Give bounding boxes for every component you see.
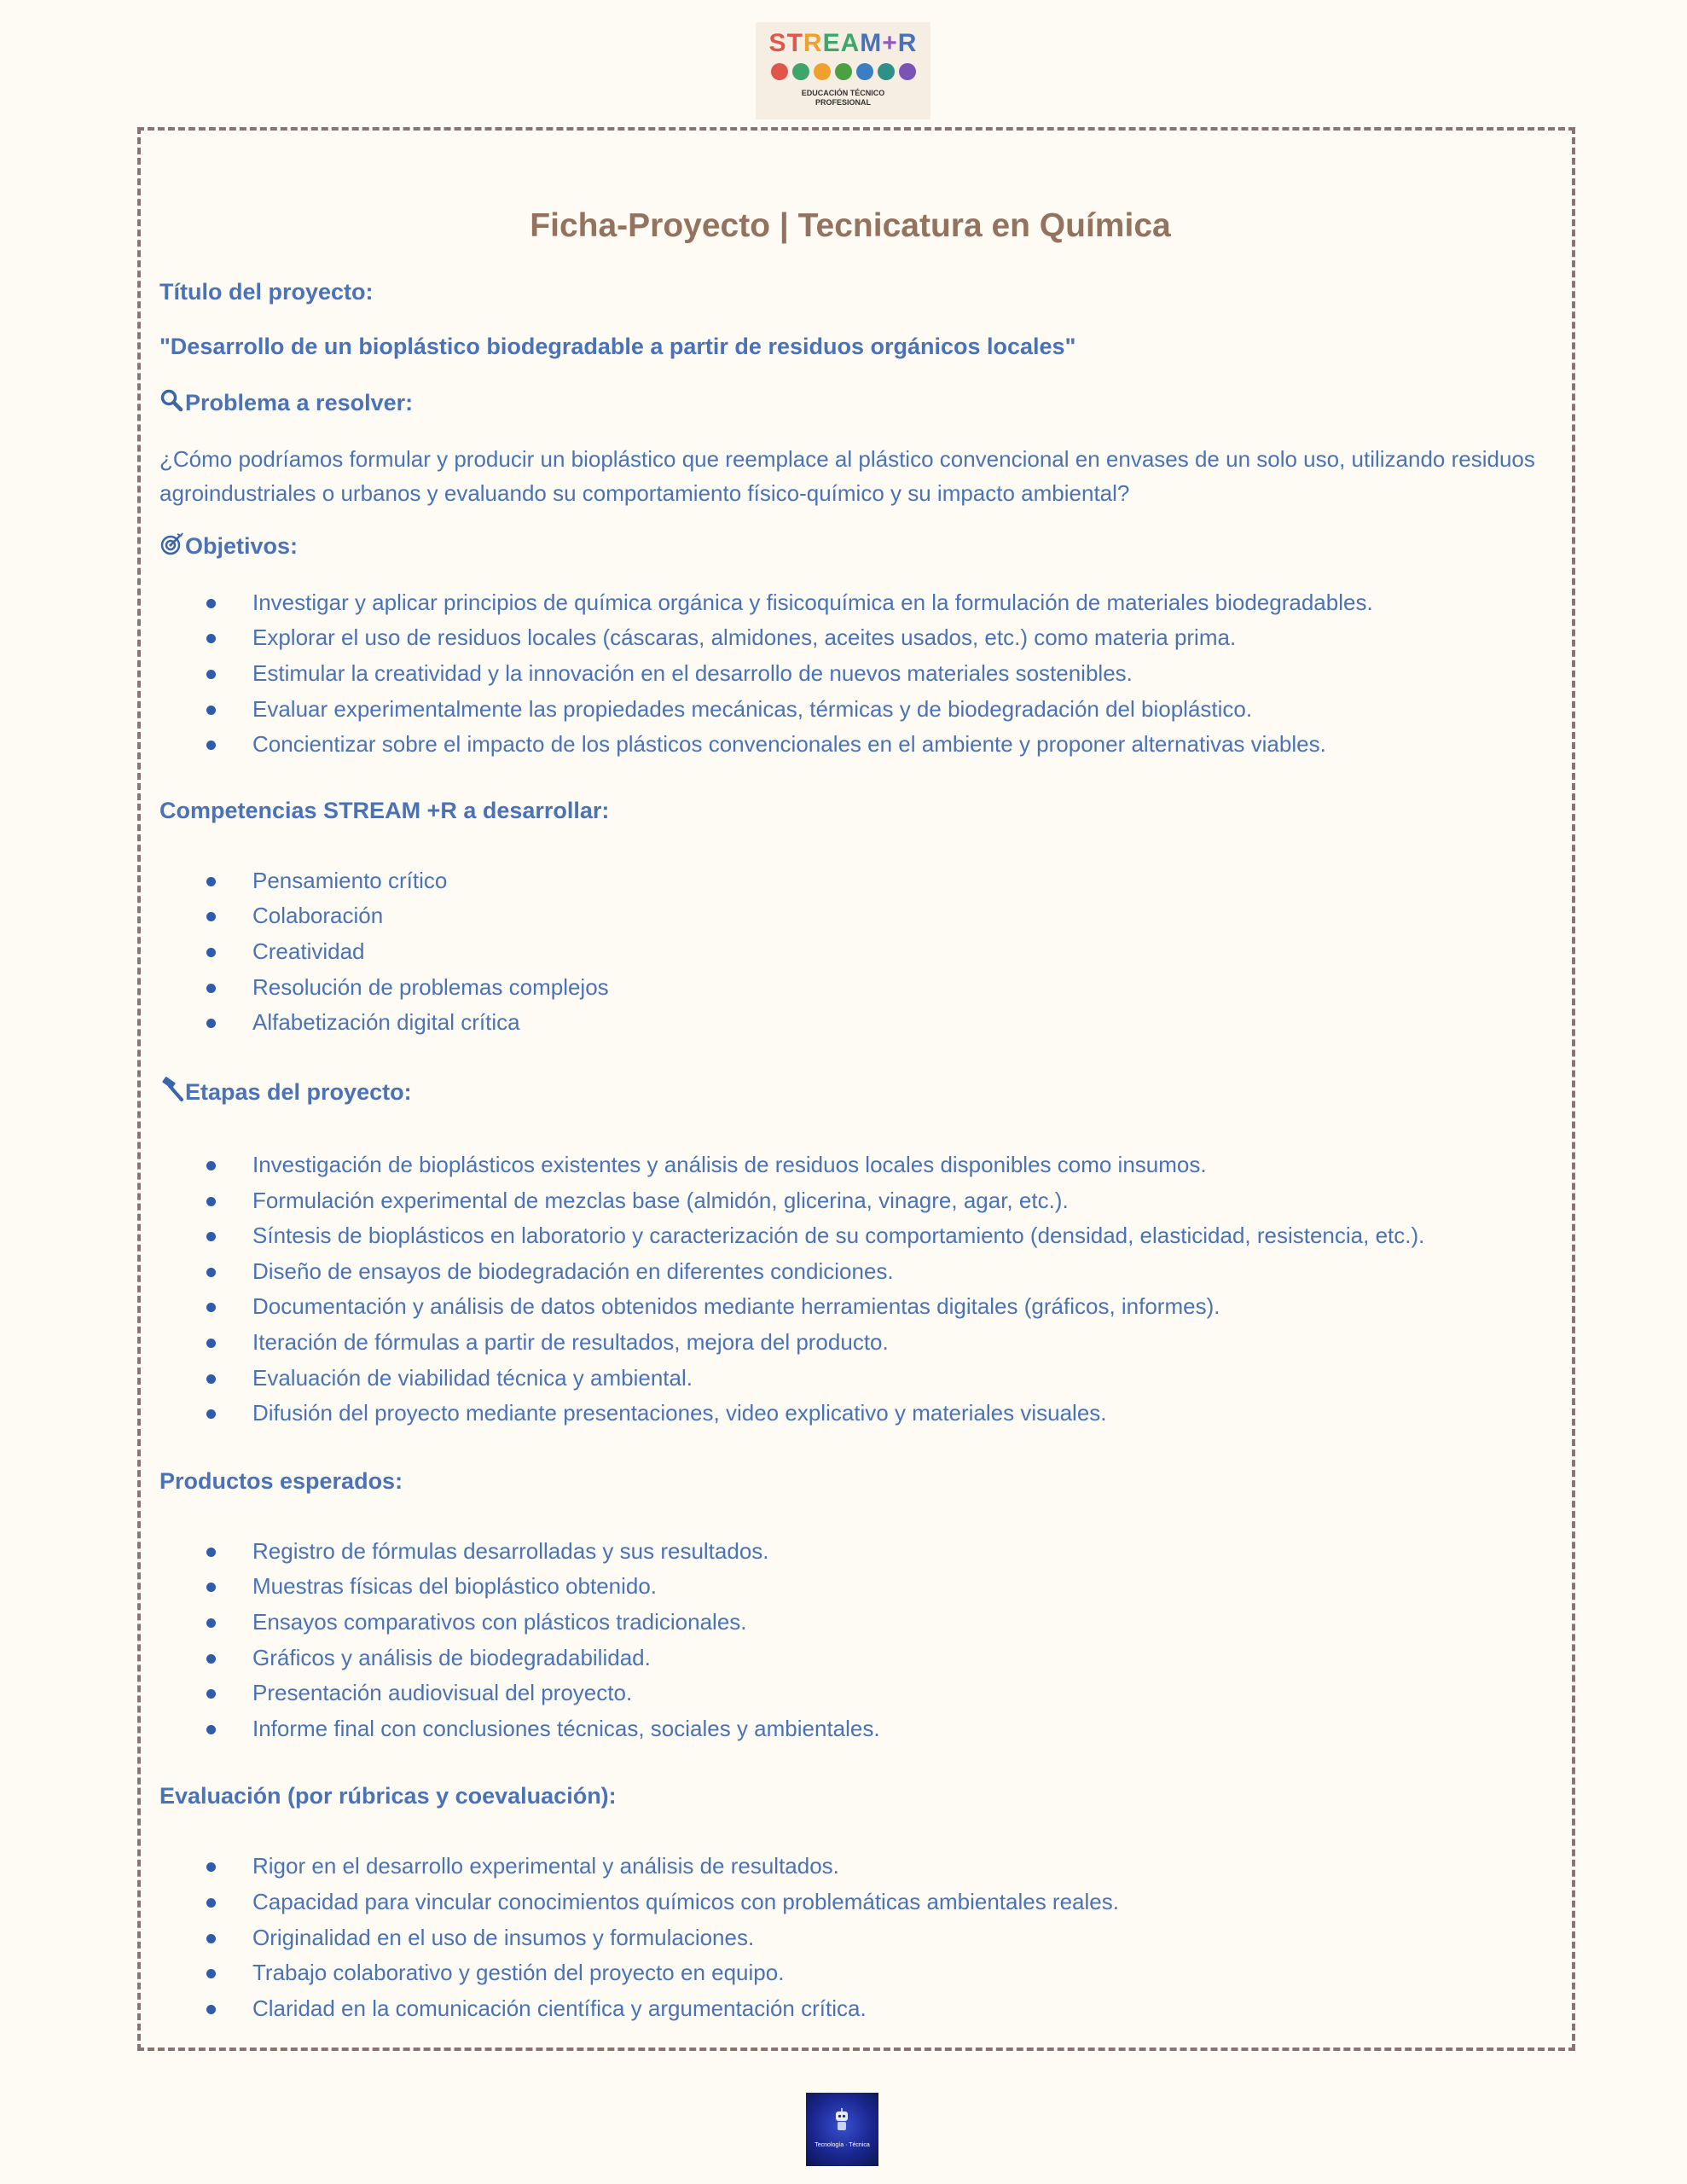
problem-text: ¿Cómo podríamos formular y producir un bioplástico que reemplace al plástico convencional en envases de un solo uso, utilizando residuos agroindustriales o urbanos y evaluando su comportamiento físico-químico y su impacto ambiental? [159,446,1535,507]
robot-icon [832,2108,852,2134]
list-item: Capacidad para vincular conocimientos químicos con problemáticas ambientales reales. [159,1885,1558,1920]
logo-subtitle [756,89,930,107]
target-icon [159,531,185,565]
evaluation-label: Evaluación (por rúbricas y coevaluación): [159,1783,617,1809]
list-item: Alfabetización digital crítica [159,1005,1558,1041]
list-item: Evaluación de viabilidad técnica y ambiental. [159,1361,1558,1397]
logo-discipline-icon [771,63,788,80]
objectives-heading [159,531,1558,564]
stages-list [159,1147,1558,1432]
logo-discipline-icon [856,63,873,80]
list-item: Diseño de ensayos de biodegradación en diferentes condiciones. [159,1254,1558,1290]
list-item: Creatividad [159,934,1558,970]
list-item: Investigación de bioplásticos existentes y análisis de residuos locales disponibles como insumos. [159,1147,1558,1183]
logo-discipline-icon [814,63,831,80]
list-item: Pensamiento crítico [159,863,1558,899]
stages-heading [159,1077,1558,1110]
list-item: Ensayos comparativos con plásticos tradicionales. [159,1605,1558,1641]
list-item: Síntesis de bioplásticos en laboratorio y caracterización de su comportamiento (densidad, elasticidad, resistencia, etc.). [159,1218,1558,1254]
list-item: Formulación experimental de mezclas base (almidón, glicerina, vinagre, agar, etc.). [159,1183,1558,1219]
list-item: Muestras físicas del bioplástico obtenido. [159,1569,1558,1605]
list-item: Colaboración [159,898,1558,934]
stages-label: Etapas del proyecto: [185,1078,412,1105]
list-item: Concientizar sobre el impacto de los plásticos convencionales en el ambiente y proponer alternativas viables. [159,727,1558,763]
products-label: Productos esperados: [159,1467,403,1494]
project-title-label: Título del proyecto: [159,279,374,305]
products-list [159,1534,1558,1747]
list-item: Claridad en la comunicación científica y argumentación crítica. [159,1991,1558,2027]
stream-r-logo [756,22,930,119]
list-item: Estimular la creatividad y la innovación en el desarrollo de nuevos materiales sostenibles. [159,656,1558,692]
list-item: Resolución de problemas complejos [159,970,1558,1006]
logo-discipline-icon [835,63,852,80]
competencies-list [159,863,1558,1041]
document-body [159,205,1558,2026]
competencies-label: Competencias STREAM +R a desarrollar: [159,797,610,823]
list-item: Explorar el uso de residuos locales (cáscaras, almidones, aceites usados, etc.) como materia prima. [159,620,1558,656]
logo-subtitle-line1: EDUCACIÓN TÉCNICO [801,89,885,97]
problem-heading [159,387,1558,420]
list-item: Trabajo colaborativo y gestión del proyecto en equipo. [159,1955,1558,1991]
logo-discipline-icon [792,63,809,80]
list-item: Presentación audiovisual del proyecto. [159,1676,1558,1711]
list-item: Iteración de fórmulas a partir de resultados, mejora del producto. [159,1325,1558,1361]
list-item: Originalidad en el uso de insumos y formulaciones. [159,1920,1558,1956]
problem-label: Problema a resolver: [185,390,414,415]
logo-discipline-icon [878,63,895,80]
logo-subtitle-line2: PROFESIONAL [815,98,871,107]
hammer-icon [159,1077,185,1110]
evaluation-list [159,1849,1558,2026]
list-item: Rigor en el desarrollo experimental y análisis de resultados. [159,1849,1558,1885]
list-item: Evaluar experimentalmente las propiedades mecánicas, térmicas y de biodegradación del bioplástico. [159,692,1558,728]
page-title: Ficha-Proyecto | Tecnicatura en Química [530,207,1171,244]
project-title: "Desarrollo de un bioplástico biodegradable a partir de residuos orgánicos locales" [159,334,1076,359]
list-item: Investigar y aplicar principios de química orgánica y fisicoquímica en la formulación de materiales biodegradables. [159,585,1558,621]
logo-discipline-icon [899,63,916,80]
magnifier-icon [159,388,185,420]
objectives-label: Objetivos: [185,533,299,560]
list-item: Informe final con conclusiones técnicas, sociales y ambientales. [159,1711,1558,1747]
list-item: Documentación y análisis de datos obtenidos mediante herramientas digitales (gráficos, informes). [159,1289,1558,1325]
tecnologia-logo [806,2093,878,2166]
list-item: Registro de fórmulas desarrolladas y sus resultados. [159,1534,1558,1570]
logo-icon-row [756,63,930,80]
list-item: Difusión del proyecto mediante presentaciones, video explicativo y materiales visuales. [159,1396,1558,1432]
logo-brand: STREAM+R [768,29,918,57]
list-item: Gráficos y análisis de biodegradabilidad. [159,1641,1558,1676]
objectives-list [159,585,1558,763]
footer-logo-caption: Tecnología · Técnica [815,2142,870,2148]
